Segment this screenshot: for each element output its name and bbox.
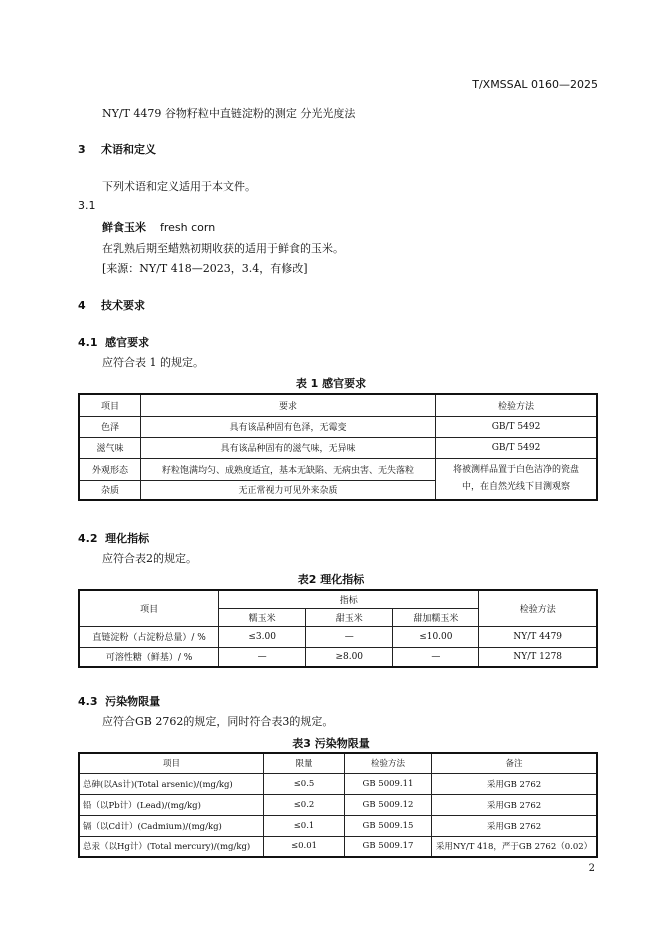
table-1-caption: 表 1 感官要求 bbox=[295, 377, 367, 390]
section-title: 污染物限量 bbox=[105, 695, 161, 708]
section-3-intro: 下列术语和定义适用于本文件。 bbox=[102, 180, 256, 193]
term-name: 鲜食玉米 bbox=[102, 221, 146, 234]
term-source: [来源：NY/T 418—2023，3.4，有修改] bbox=[102, 262, 308, 275]
table-row bbox=[79, 647, 597, 667]
table-cell: 滋气味 bbox=[79, 437, 141, 458]
section-title: 技术要求 bbox=[100, 299, 145, 312]
doc-code: T/XMSSAL 0160—2025 bbox=[472, 78, 598, 91]
section-4-1-heading bbox=[78, 334, 149, 350]
table-cell: 色泽 bbox=[79, 416, 141, 437]
table-header: 限量 bbox=[264, 753, 345, 773]
table-row bbox=[79, 815, 597, 836]
section-4-2-heading bbox=[78, 530, 149, 546]
term-english: fresh corn bbox=[160, 221, 216, 234]
table-cell: ≤0.1 bbox=[264, 815, 345, 836]
table-cell: ≤3.00 bbox=[219, 626, 306, 647]
section-4-2-text: 应符合表2的规定。 bbox=[102, 552, 197, 565]
table-cell: 杂质 bbox=[79, 480, 141, 500]
table-cell: 具有该品种固有的滋气味，无异味 bbox=[141, 437, 436, 458]
table-subheader: 甜加糯玉米 bbox=[393, 608, 479, 626]
table-cell-merged-method: 将被测样品置于白色洁净的瓷盘中，在自然光线下目测观察 bbox=[436, 458, 598, 500]
table-cell: 采用NY/T 418，严于GB 2762（0.02） bbox=[432, 836, 598, 857]
table-row bbox=[79, 794, 597, 815]
section-number: 4.1 bbox=[78, 336, 98, 349]
table-row bbox=[79, 626, 597, 647]
table-header: 项目 bbox=[79, 394, 141, 416]
section-title: 感官要求 bbox=[105, 336, 150, 349]
table-cell: 铅（以Pb计）(Lead)/(mg/kg) bbox=[79, 794, 264, 815]
section-number: 3 bbox=[78, 143, 86, 156]
table-header: 要求 bbox=[141, 394, 436, 416]
table-cell: NY/T 1278 bbox=[479, 647, 597, 667]
table-row bbox=[79, 773, 597, 794]
table-cell: GB 5009.15 bbox=[345, 815, 432, 836]
section-4-1-text: 应符合表 1 的规定。 bbox=[102, 356, 204, 369]
section-3-heading bbox=[78, 141, 156, 157]
table-subheader: 甜玉米 bbox=[306, 608, 393, 626]
table-cell: ≤0.5 bbox=[264, 773, 345, 794]
table-2-caption: 表2 理化指标 bbox=[297, 573, 365, 586]
table-cell: NY/T 4479 bbox=[479, 626, 597, 647]
table-cell: GB 5009.11 bbox=[345, 773, 432, 794]
section-4-3-heading bbox=[78, 693, 160, 709]
table-1 bbox=[78, 393, 598, 501]
table-header: 项目 bbox=[79, 753, 264, 773]
table-cell: 无正常视力可见外来杂质 bbox=[141, 480, 436, 500]
table-cell: 籽粒饱满均匀、成熟度适宜，基本无缺陷、无病虫害、无失落粒 bbox=[141, 458, 436, 480]
table-subheader: 糯玉米 bbox=[219, 608, 306, 626]
table-3 bbox=[78, 752, 598, 858]
table-row bbox=[79, 458, 597, 480]
table-row bbox=[79, 437, 597, 458]
table-cell: 采用GB 2762 bbox=[432, 815, 598, 836]
term-number: 3.1 bbox=[78, 199, 96, 212]
table-cell: 可溶性糖（鲜基）/ % bbox=[79, 647, 219, 667]
table-cell: — bbox=[306, 626, 393, 647]
table-cell: ≤0.01 bbox=[264, 836, 345, 857]
table-cell: GB/T 5492 bbox=[436, 416, 598, 437]
table-row bbox=[79, 836, 597, 857]
table-3-caption: 表3 污染物限量 bbox=[292, 737, 370, 750]
term-definition: 在乳熟后期至蜡熟初期收获的适用于鲜食的玉米。 bbox=[102, 242, 344, 255]
term-heading bbox=[102, 219, 215, 235]
table-header: 项目 bbox=[79, 590, 219, 626]
table-cell: 采用GB 2762 bbox=[432, 794, 598, 815]
table-cell: GB 5009.17 bbox=[345, 836, 432, 857]
table-cell: GB 5009.12 bbox=[345, 794, 432, 815]
table-cell: 总汞（以Hg计）(Total mercury)/(mg/kg) bbox=[79, 836, 264, 857]
section-number: 4.2 bbox=[78, 532, 98, 545]
table-cell: 具有该品种固有色泽，无霉变 bbox=[141, 416, 436, 437]
table-header: 检验方法 bbox=[479, 590, 597, 626]
table-2 bbox=[78, 589, 598, 668]
page-number: 2 bbox=[588, 863, 595, 874]
table-cell: ≤10.00 bbox=[393, 626, 479, 647]
table-cell: 镉（以Cd计）(Cadmium)/(mg/kg) bbox=[79, 815, 264, 836]
table-cell: 直链淀粉（占淀粉总量）/ % bbox=[79, 626, 219, 647]
section-4-3-text: 应符合GB 2762的规定，同时符合表3的规定。 bbox=[102, 715, 334, 728]
reference-line: NY/T 4479 谷物籽粒中直链淀粉的测定 分光光度法 bbox=[102, 107, 356, 120]
table-cell: — bbox=[393, 647, 479, 667]
table-cell: — bbox=[219, 647, 306, 667]
table-header: 备注 bbox=[432, 753, 598, 773]
table-header: 检验方法 bbox=[436, 394, 598, 416]
section-number: 4.3 bbox=[78, 695, 98, 708]
table-header: 检验方法 bbox=[345, 753, 432, 773]
section-4-heading bbox=[78, 297, 145, 313]
table-row bbox=[79, 416, 597, 437]
section-number: 4 bbox=[78, 299, 86, 312]
section-title: 术语和定义 bbox=[100, 143, 156, 156]
table-cell: ≥8.00 bbox=[306, 647, 393, 667]
table-header: 指标 bbox=[219, 590, 479, 608]
table-cell: 外观形态 bbox=[79, 458, 141, 480]
table-cell: 总砷(以As计)(Total arsenic)/(mg/kg) bbox=[79, 773, 264, 794]
section-title: 理化指标 bbox=[105, 532, 150, 545]
table-cell: ≤0.2 bbox=[264, 794, 345, 815]
table-cell: 采用GB 2762 bbox=[432, 773, 598, 794]
table-cell: GB/T 5492 bbox=[436, 437, 598, 458]
